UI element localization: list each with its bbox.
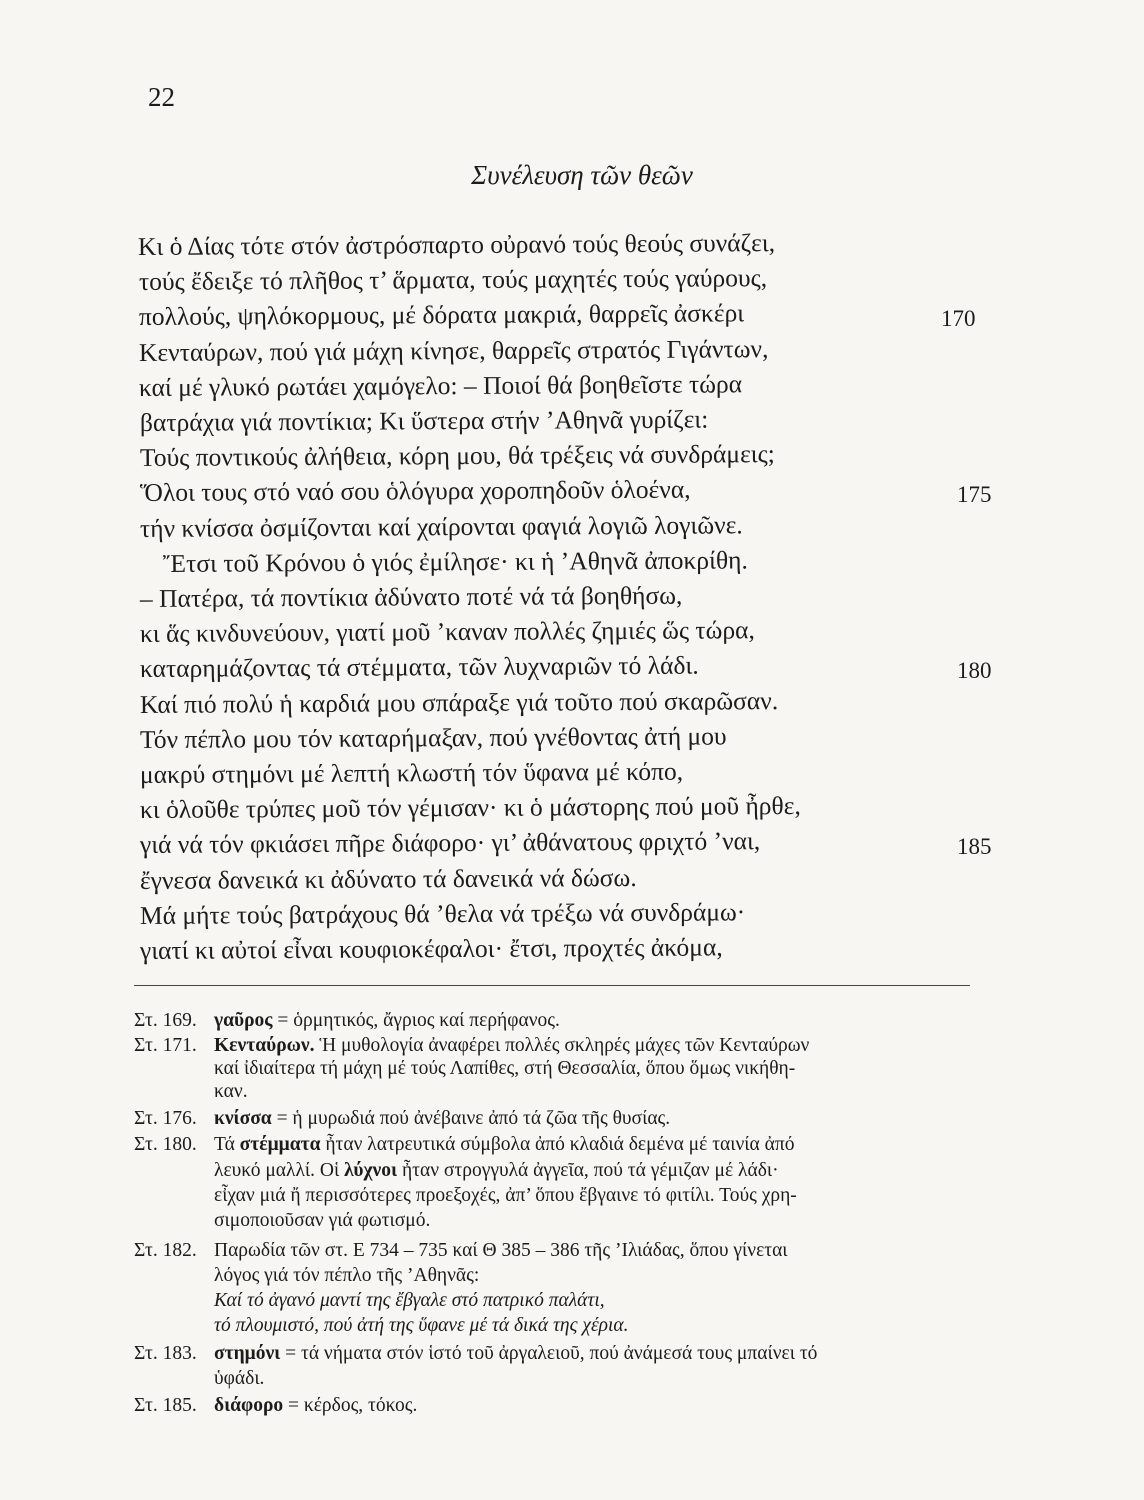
footnote (134, 1240, 788, 1262)
footnote-ref: Στ. 169. (134, 1010, 197, 1031)
footnote-text: ἦταν λατρευτικά σύμβολα ἀπό κλαδιά δεμένα μέ ταινία ἀπό (320, 1134, 795, 1155)
footnote-term: στέμματα (239, 1134, 321, 1155)
verse-line: Τούς ποντικούς ἀλήθεια, κόρη μου, θά τρέξεις νά συνδράμεις; (139, 439, 775, 473)
footnote (134, 1035, 809, 1057)
footnote-term: στημόνι (214, 1343, 281, 1364)
footnote-ref: Στ. 176. (134, 1108, 197, 1129)
verse-line: – Πατέρα, τά ποντίκια ἀδύνατο ποτέ νά τά βοηθήσω, (139, 580, 683, 613)
verse-line: γιά νά τόν φκιάσει πῆρε διάφορο· γι’ ἀθάνατους φριχτό ’ναι, (139, 826, 761, 860)
verse-line: μακρύ στημόνι μέ λεπτή κλωστή τόν ὕφανα μέ κόπο, (139, 756, 684, 789)
footnote-ref: Στ. 180. (134, 1134, 197, 1155)
verse-line: πολλούς, ψηλόκορμους, μέ δόρατα μακριά, θαρρεῖς ἀσκέρι (138, 298, 745, 332)
verse-line: Κενταύρων, πού γιά μάχη κίνησε, θαρρεῖς στρατός Γιγάντων, (138, 333, 769, 367)
verse-line: Ἔτσι τοῦ Κρόνου ὁ γιός ἐμίλησε· κι ἡ ’Αθηνᾶ ἀποκρίθη. (162, 545, 748, 578)
footnote-text: = ὁρμητικός, ἄγριος καί περήφανος. (272, 1010, 560, 1031)
footnote-quote: τό πλουμιστό, πού ἀτή της ὕφανε μέ τά δικά της χέρια. (214, 1315, 629, 1336)
line-number: 170 (941, 306, 976, 332)
footnote-text: λευκό μαλλί. Οἱ (214, 1160, 345, 1181)
verse-line: καταρημάζοντας τά στέμματα, τῶν λυχναριῶν τό λάδι. (139, 650, 699, 684)
poem-title: Συνέλευση τῶν θεῶν (471, 160, 693, 190)
verse-line: Τόν πέπλο μου τόν καταρήμαξαν, πού γνέθοντας ἀτή μου (139, 721, 727, 754)
footnote (134, 1343, 817, 1365)
verse-line: Ὅλοι τους στό ναό σου ὁλόγυρα χοροπηδοῦν ὁλοένα, (139, 475, 691, 508)
footnote (134, 1108, 670, 1130)
page-number: 22 (148, 82, 175, 112)
footnote-continuation: λόγος γιά τόν πέπλο τῆς ’Αθηνᾶς: (214, 1265, 480, 1286)
line-number: 185 (957, 834, 992, 860)
footnote-ref: Στ. 171. (134, 1035, 197, 1056)
verse-line: Μά μήτε τούς βατράχους θά ’θελα νά τρέξω νά συνδράμω· (139, 897, 746, 930)
footnote-text: = τά νήματα στόν ἱστό τοῦ ἀργαλειοῦ, πού ἀνάμεσά τους μπαίνει τό (280, 1343, 818, 1364)
verse-line: Καί πιό πολύ ἡ καρδιά μου σπάραξε γιά τοῦτο πού σκαρῶσαν. (139, 685, 779, 719)
footnote-continuation: σιμοποιοῦσαν γιά φωτισμό. (214, 1210, 431, 1231)
footnote (134, 1010, 560, 1032)
line-number: 175 (957, 482, 992, 508)
footnote-quote: Καί τό ἀγανό μαντί της ἔβγαλε στό πατρικό παλάτι, (214, 1290, 605, 1311)
footnote-continuation: εἶχαν μιά ἤ περισσότερες προεξοχές, ἀπ’ ὅπου ἔβγαινε τό φιτίλι. Τούς χρη- (214, 1185, 797, 1206)
footnote-continuation: καν. (214, 1081, 248, 1102)
footnote-term: λύχνοι (344, 1160, 398, 1181)
verse-line: κι ὁλοῦθε τρύπες μοῦ τόν γέμισαν· κι ὁ μάστορης πού μοῦ ἦρθε, (139, 791, 801, 825)
footnote-ref: Στ. 185. (134, 1395, 197, 1416)
footnote-text: Τά (214, 1134, 240, 1155)
footnote-continuation (214, 1160, 779, 1182)
footnote-rule (134, 985, 970, 986)
verse-line: τούς ἔδειξε τό πλῆθος τ’ ἅρματα, τούς μαχητές τούς γαύρους, (138, 263, 768, 297)
verse-line: Κι ὁ Δίας τότε στόν ἀστρόσπαρτο οὐρανό τούς θεούς συνάζει, (137, 228, 776, 261)
footnote-text: = ἡ μυρωδιά πού ἀνέβαινε ἀπό τά ζῶα τῆς θυσίας. (271, 1108, 671, 1129)
verse-line: ἔγνεσα δανεικά κι ἀδύνατο τά δανεικά νά δώσω. (139, 862, 637, 895)
footnote (134, 1395, 417, 1417)
footnote-term: γαῦρος (214, 1010, 273, 1031)
footnote-term: διάφορο (214, 1395, 284, 1416)
footnote-text: Ἡ μυθολογία ἀναφέρει πολλές σκληρές μάχες τῶν Κενταύρων (314, 1035, 810, 1056)
footnote-text: = κέρδος, τόκος. (283, 1395, 418, 1416)
verse-line: τήν κνίσσα ὀσμίζονται καί χαίρονται φαγιά λογιῶ λογιῶνε. (139, 509, 743, 543)
verse-line: γιατί κι αὐτοί εἶναι κουφιοκέφαλοι· ἔτσι, προχτές ἀκόμα, (139, 932, 723, 965)
footnote-continuation: ὑφάδι. (214, 1368, 265, 1389)
footnote-term: Κενταύρων. (214, 1035, 315, 1056)
footnote (134, 1134, 794, 1156)
footnote-ref: Στ. 182. (134, 1240, 197, 1261)
verse-line: καί μέ γλυκό ρωτάει χαμόγελο: – Ποιοί θά βοηθεῖστε τώρα (138, 369, 743, 402)
footnote-ref: Στ. 183. (134, 1343, 197, 1364)
footnote-continuation: καί ἰδιαίτερα τή μάχη μέ τούς Λαπίθες, στή Θεσσαλία, ὅπου ὅμως νικήθη- (214, 1058, 796, 1079)
footnote-text: ἦταν στρογγυλά ἀγγεῖα, πού τά γέμιζαν μέ λάδι· (397, 1160, 779, 1181)
line-number: 180 (957, 658, 992, 684)
footnote-term: κνίσσα (214, 1108, 272, 1129)
verse-line: βατράχια γιά ποντίκια; Κι ὕστερα στήν ’Αθηνᾶ γυρίζει: (139, 404, 709, 437)
verse-line: κι ἅς κινδυνεύουν, γιατί μοῦ ’καναν πολλές ζημιές ὥς τώρα, (139, 615, 755, 649)
footnote-text: Παρωδία τῶν στ. Ε 734 – 735 καί Θ 385 – 386 τῆς ’Ιλιάδας, ὅπου γίνεται (214, 1240, 788, 1261)
